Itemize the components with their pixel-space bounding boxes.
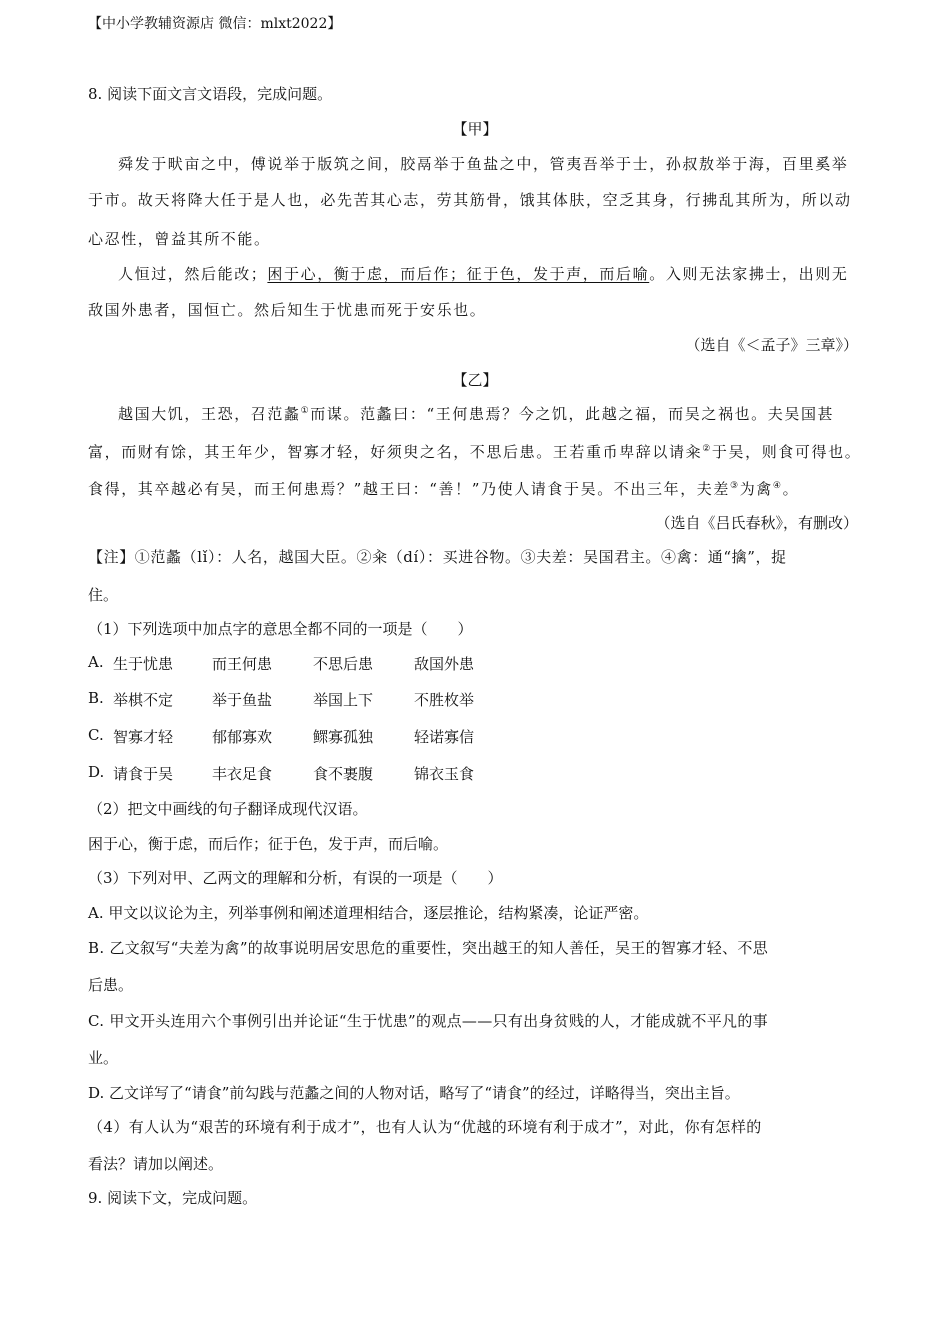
option-item: 不胜枚举 (414, 691, 475, 709)
jia-paragraph-1-line-2: 于市。故天将降大任于是人也，必先苦其心志，劳其筋骨，饿其体肤，空乏其身，行拂乱其所为，所以动 (88, 191, 852, 209)
jia-paragraph-1-line-1: 舜发于畎亩之中，傅说举于版筑之间，胶鬲举于鱼盐之中，管夷吾举于士，孙叔敖举于海，百里奚举 (118, 155, 849, 173)
yi-line-3 (88, 478, 799, 499)
sub-question-3-prompt: （3）下列对甲、乙两文的理解和分析，有误的一项是（ ） (88, 869, 503, 887)
yi-line-1-b: 而谋。范蠡曰：“王何患焉？今之饥，此越之福，而吴之祸也。夫吴国甚 (310, 405, 835, 423)
option-item: 锦衣玉食 (414, 765, 475, 783)
option-item: 请食于吴 (113, 765, 174, 783)
question-8-intro: 8. 阅读下面文言文语段，完成问题。 (88, 85, 333, 103)
passage-yi-title: 【乙】 (452, 371, 498, 389)
option-item: 而王何患 (212, 655, 273, 673)
option-item: 生于忧患 (113, 655, 174, 673)
notes-line-1: 【注】①范蠡（lǐ）：人名，越国大臣。②籴（dí）：买进谷物。③夫差：吴国君主。④禽：通“擒”，捉 (88, 548, 787, 566)
sub-question-4-line-1: （4）有人认为“艰苦的环境有利于成才”，也有人认为“优越的环境有利于成才”，对此，你有怎样的 (88, 1118, 762, 1136)
source-header: 【中小学教辅资源店 微信：mlxt2022】 (88, 16, 342, 32)
option-label: A. (88, 653, 104, 671)
jia-paragraph-1-line-3: 心忍性，曾益其所不能。 (88, 230, 271, 248)
sub-question-4-line-2: 看法？请加以阐述。 (88, 1155, 224, 1173)
option-item: 举国上下 (313, 691, 374, 709)
option-item: 食不裹腹 (313, 765, 374, 783)
footnote-marker-1: ① (300, 406, 311, 416)
option-label: C. (88, 726, 104, 744)
jia-paragraph-2-line-2: 敌国外患者，国恒亡。然后知生于忧患而死于安乐也。 (88, 301, 487, 319)
option-item: 丰衣足食 (212, 765, 273, 783)
option-label: D. (88, 763, 105, 781)
option-item: 鳏寡孤独 (313, 728, 374, 746)
footnote-marker-4: ④ (772, 481, 783, 491)
sub-question-2-sentence: 困于心，衡于虑，而后作；征于色，发于声，而后喻。 (88, 835, 449, 853)
option-label: B. (88, 689, 104, 707)
jia-source: （选自《＜孟子》三章》） (685, 336, 858, 354)
yi-line-3-c: 。 (782, 480, 800, 498)
notes-line-2: 住。 (88, 586, 119, 604)
sub-question-3-option-a[interactable]: A. 甲文以议论为主，列举事例和阐述道理相结合，逐层推论，结构紧凑，论证严密。 (88, 904, 649, 922)
yi-line-2-a: 富，而财有馀，其王年少，智寡才轻，好须臾之名，不思后患。王若重币卑辞以请籴 (88, 443, 703, 461)
jia-p2-pre: 人恒过，然后能改； (118, 265, 268, 283)
jia-paragraph-2-line-1 (118, 263, 848, 284)
footnote-marker-2: ② (702, 444, 712, 454)
option-item: 举棋不定 (113, 691, 174, 709)
sub-question-1-prompt: （1）下列选项中加点字的意思全都不同的一项是（ ） (88, 620, 473, 638)
jia-p2-post: 。入则无法家拂士，出则无 (649, 265, 849, 283)
passage-jia-title: 【甲】 (452, 120, 498, 138)
yi-line-3-b: 为禽 (739, 480, 773, 498)
yi-line-3-a: 食得，其卒越必有吴，而王何患焉？”越王曰：“善！”乃使人请食于吴。不出三年，夫差 (88, 480, 731, 498)
yi-line-2-b: 于吴，则食可得也。 (711, 443, 862, 461)
sub-question-3-option-b-line-1[interactable]: B. 乙文叙写“夫差为禽”的故事说明居安思危的重要性，突出越王的知人善任，吴王的智寡才轻、不思 (88, 939, 768, 957)
yi-source: （选自《吕氏春秋》，有删改） (655, 514, 858, 532)
option-item: 敌国外患 (414, 655, 475, 673)
sub-question-3-option-c-line-2: 业。 (88, 1049, 119, 1067)
yi-line-2 (88, 441, 861, 462)
option-item: 智寡才轻 (113, 728, 174, 746)
option-item: 不思后患 (313, 655, 374, 673)
sub-question-3-option-d[interactable]: D. 乙文详写了“请食”前勾践与范蠡之间的人物对话，略写了“请食”的经过，详略得当，突出主旨。 (88, 1084, 740, 1102)
option-item: 轻诺寡信 (414, 728, 475, 746)
footnote-marker-3: ③ (730, 481, 740, 491)
sub-question-3-option-b-line-2: 后患。 (88, 976, 134, 994)
sub-question-3-option-c-line-1[interactable]: C. 甲文开头连用六个事例引出并论证“生于忧患”的观点——只有出身贫贱的人，才能成就不平凡的事 (88, 1012, 768, 1030)
yi-line-1 (118, 403, 834, 424)
option-item: 举于鱼盐 (212, 691, 273, 709)
sub-question-2-prompt: （2）把文中画线的句子翻译成现代汉语。 (88, 800, 368, 818)
yi-line-1-a: 越国大饥，王恐，召范蠡 (118, 405, 301, 423)
question-9-intro: 9. 阅读下文，完成问题。 (88, 1189, 258, 1207)
underlined-sentence: 困于心，衡于虑，而后作；征于色，发于声，而后喻 (267, 265, 650, 283)
option-item: 郁郁寡欢 (212, 728, 273, 746)
